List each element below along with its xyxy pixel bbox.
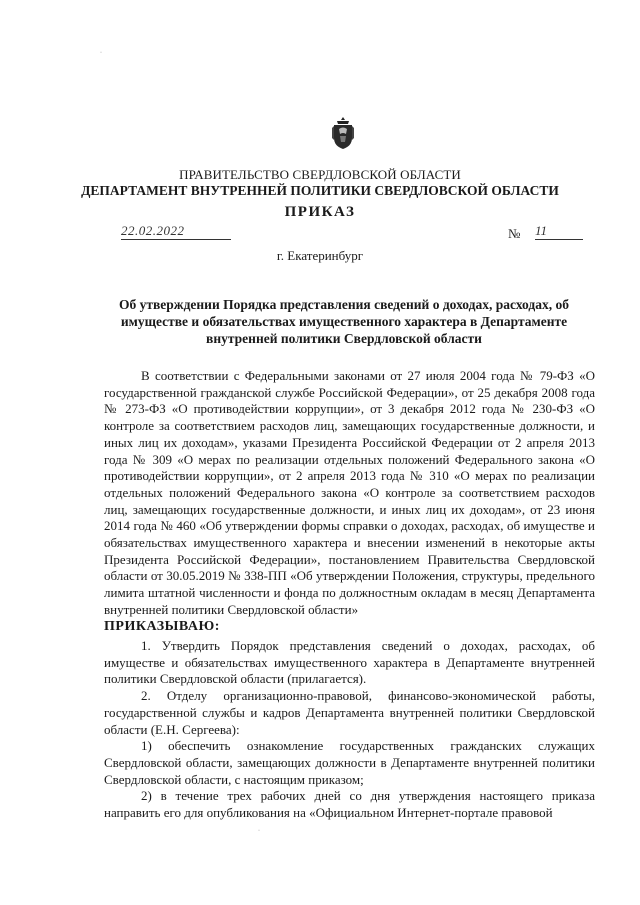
order-number: 11 [535,223,583,240]
department-name: ДЕПАРТАМЕНТ ВНУТРЕННЕЙ ПОЛИТИКИ СВЕРДЛОВСКОЙ ОБЛАСТИ [81,183,559,198]
preamble-paragraph: В соответствии с Федеральными законами от 27 июля 2004 года № 79-ФЗ «О государственной гражданской службе Российской Федерации», от 25 декабря 2008 года № 273-ФЗ «О противодействии коррупции», от 3 декабря 2012 года № 230-ФЗ «О контроле за соответствием расходов лиц, замещающих государственные должности, и иных лиц их доходам», указами Президента Российской Федерации от 2 апреля 2013 года № 309 «О мерах по реализации отдельных положений Федерального закона «О противодействии коррупции», от 2 апреля 2013 года № 310 «О мерах по реализации отдельных положений Федерального закона «О контроле за соответствием расходов лиц, замещающих государственные должности, и иных лиц их доходам», от 23 июня 2014 года № 460 «Об утверждении формы справки о доходах, расходах, об имуществе и обязательствах имущественного характера и внесении изменений в некоторые акты Президента Российской Федерации», постановлением Правительства Свердловской области от 30.05.2019 № 338-ПП «Об утверждении Положения, структуры, предельного лимита штатной численности и фонда по должностным окладам в месяц Департамента внутренней политики Свердловской области» [104,368,595,617]
order-item-1: 1. Утвердить Порядок представления сведений о доходах, расходах, об имуществе и обязательствах имущественного характера в Департаменте внутренней политики Свердловской области (прилагается). [104,638,595,687]
order-item-2-1: 1) обеспечить ознакомление государственных гражданских служащих Свердловской области, замещающих должности в Департаменте внутренней политики Свердловской области, с настоящим приказом; [104,738,595,787]
document-title: Об утверждении Порядка представления сведений о доходах, расходах, об имуществе и обязательствах имущественного характера в Департаменте внутренней политики Свердловской области [118,297,569,346]
city: г. Екатеринбург [276,248,364,263]
order-item-2: 2. Отделу организационно-правовой, финансово-экономической работы, государственной службы и кадров Департамента внутренней политики Свердловской области (Е.Н. Сергеева): [104,688,595,737]
order-date: 22.02.2022 [121,223,231,240]
document-type: ПРИКАЗ [284,204,356,220]
scan-speck: · [258,828,260,834]
order-word: ПРИКАЗЫВАЮ: [104,619,220,634]
order-items [104,638,595,822]
government-name: ПРАВИТЕЛЬСТВО СВЕРДЛОВСКОЙ ОБЛАСТИ [179,167,461,182]
number-label: № [508,226,521,241]
order-item-2-2: 2) в течение трех рабочих дней со дня утверждения настоящего приказа направить его для опубликования на «Официальном Интернет-портале правовой [104,788,595,821]
scan-speck: · [100,50,102,56]
coat-of-arms-emblem [331,116,355,150]
preamble [104,368,595,619]
